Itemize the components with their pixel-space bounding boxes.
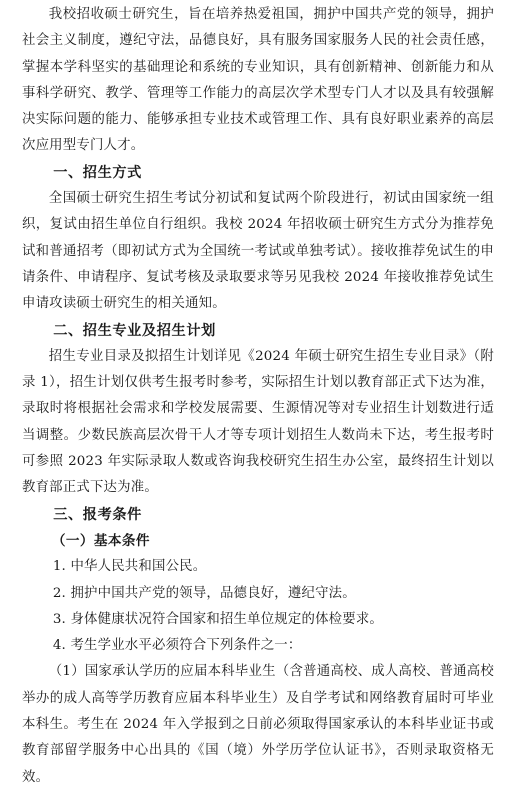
condition-item: 1. 中华人民共和国公民。 (52, 559, 207, 575)
section-heading-admission-method: 一、招生方式 (53, 164, 142, 181)
condition-item: 2. 拥护中国共产党的领导，品德良好，遵纪守法。 (52, 585, 356, 601)
majors-plan-paragraph: 招生专业目录及拟招生计划详见《2024 年硕士研究生招生专业目录》（附录 1），招生计划仅供考生报考时参考，实际招生计划以教育部正式下达为准，录取时将根据社会需求和学校发展需要、生源情况等对专业招生计划数进行适当调整。少数民族高层次骨干人才等专项计划招生人数尚未下达，考生报考时可参照 2023 年实际录取人数或咨询我校研究生招生办公室，最终招生计划以教育部正式下达为准。 (22, 348, 494, 496)
undergraduate-condition-paragraph: （1）国家承认学历的应届本科毕业生（含普通高校、成人高校、普通高校举办的成人高等学历教育应届本科毕业生）及自学考试和网络教育届时可毕业本科生。考生在 2024 年入学报到之日前必须取得国家承认的本科毕业证书或教育部留学服务中心出具的《国（境）外学历学位认证书》，否则录取资格无效。 (22, 664, 494, 785)
condition-item: 4. 考生学业水平必须符合下列条件之一： (52, 638, 302, 654)
subheading-basic-conditions: （一）基本条件 (51, 532, 150, 549)
condition-item: 3. 身体健康状况符合国家和招生单位规定的体检要求。 (52, 611, 384, 627)
section-heading-eligibility: 三、报考条件 (53, 506, 142, 523)
section-heading-majors-plan: 二、招生专业及招生计划 (53, 322, 216, 339)
intro-paragraph: 我校招收硕士研究生，旨在培养热爱祖国，拥护中国共产党的领导，拥护社会主义制度，遵纪守法，品德良好，具有服务国家服务人民的社会责任感，掌握本学科坚实的基础理论和系统的专业知识，具有创新精神、创新能力和从事科学研究、教学、管理等工作能力的高层次学术型专门人才以及具有较强解决实际问题的能力、能够承担专业技术或管理工作、具有良好职业素养的高层次应用型专门人才。 (22, 7, 494, 154)
admission-method-paragraph: 全国硕士研究生招生考试分初试和复试两个阶段进行，初试由国家统一组织，复试由招生单位自行组织。我校 2024 年招收硕士研究生方式分为推荐免试和普通招考（即初试方式为全国统一考试或单独考试）。接收推荐免试生的申请条件、申请程序、复试考核及录取要求等另见我校 2024 年接收推荐免试生申请攻读硕士研究生的相关通知。 (22, 191, 494, 312)
